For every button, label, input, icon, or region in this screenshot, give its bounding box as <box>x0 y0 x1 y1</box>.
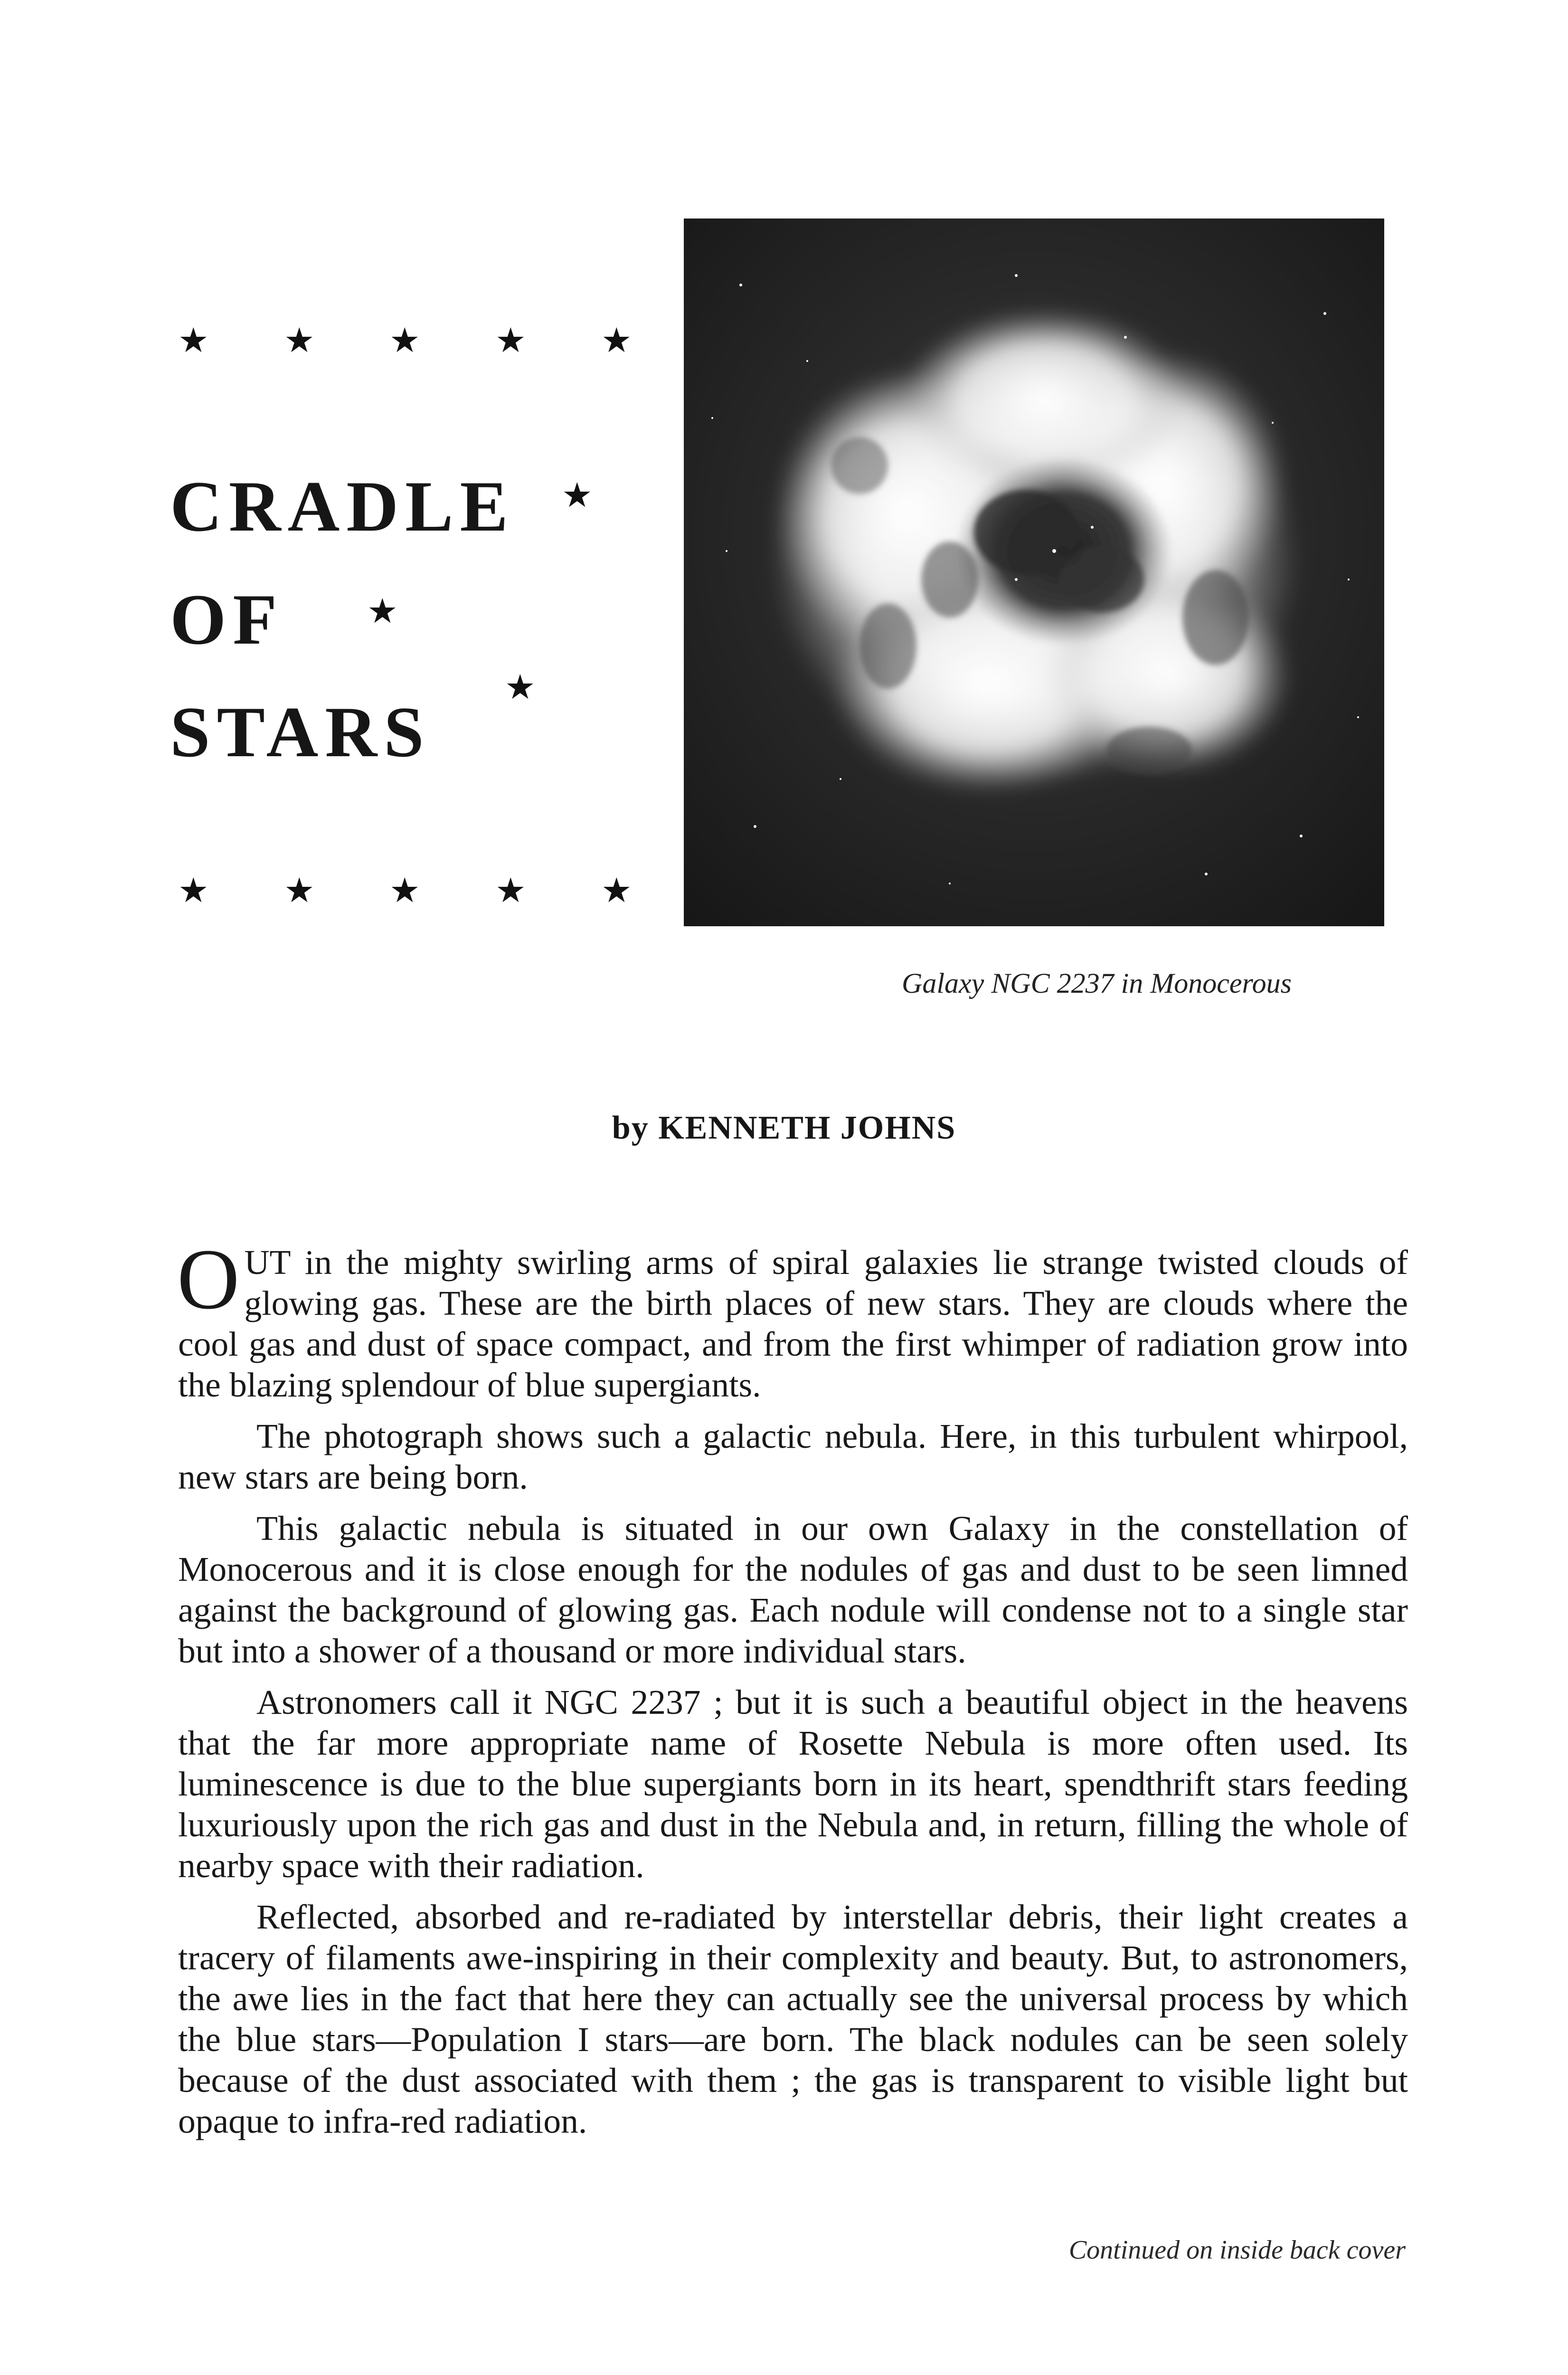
star-row-top-4: ★ <box>495 320 526 360</box>
continued-note: Continued on inside back cover <box>1068 2235 1406 2265</box>
star-title-3: ★ <box>505 667 536 707</box>
star-row-top-1: ★ <box>178 320 209 360</box>
star-row-bottom-3: ★ <box>389 870 420 910</box>
byline: by KENNETH JOHNS <box>612 1110 956 1146</box>
star-row-bottom-1: ★ <box>178 870 209 910</box>
article-paragraph-1-text: UT in the mighty swirling arms of spiral galaxies lie strange twisted clouds of glowing gas. These are the birth places of new stars. They are clouds where the cool gas and dust of space compact, and from the first whimper of radiation grow into the blazing splendour of blue supergiants. <box>178 1243 1408 1404</box>
article-paragraph-1 <box>177 1232 1408 1406</box>
title-line-cradle: CRADLE <box>170 466 515 546</box>
photo-caption: Galaxy NGC 2237 in Monocerous <box>901 968 1292 999</box>
title-line-stars: STARS <box>170 692 431 772</box>
article-paragraph-3: This galactic nebula is situated in our own Galaxy in the constellation of Monocerous and it is close enough for the nodules of gas and dust to be seen limned against the background of glowing gas. Each nodule will condense not to a single star but into a shower of a thousand or more individual stars. <box>178 1509 1408 1670</box>
drop-cap: O <box>177 1232 240 1327</box>
star-row-top-5: ★ <box>601 320 632 360</box>
star-row-bottom-2: ★ <box>284 870 315 910</box>
article-body <box>177 1232 1408 2152</box>
star-row-bottom-5: ★ <box>601 870 632 910</box>
star-title-1: ★ <box>562 475 593 515</box>
title-line-of: OF <box>170 580 284 659</box>
article-paragraph-4: Astronomers call it NGC 2237 ; but it is such a beautiful object in the heavens that the far more appropriate name of Rosette Nebula is more often used. Its luminescence is due to the blue supergiants born in its heart, spendthrift stars feeding luxuriously upon the rich gas and dust in the Nebula and, in return, filling the whole of nearby space with their radiation. <box>178 1683 1408 1885</box>
nebula-image <box>684 218 1384 926</box>
star-title-2: ★ <box>367 591 398 631</box>
star-row-bottom-4: ★ <box>495 870 526 910</box>
star-row-top-2: ★ <box>284 320 315 360</box>
nebula-photo <box>684 218 1384 926</box>
article-paragraph-5: Reflected, absorbed and re-radiated by interstellar debris, their light creates a tracery of filaments awe-inspiring in their complexity and beauty. But, to astronomers, the awe lies in the fact that here they can actually see the universal process by which the blue stars—Population I stars—are born. The black nodules can be seen solely because of the dust associated with them ; the gas is transparent to visible light but opaque to infra-red radiation. <box>178 1898 1408 2140</box>
star-row-top-3: ★ <box>389 320 420 360</box>
article-paragraph-2: The photograph shows such a galactic nebula. Here, in this turbulent whirpool, new stars are being born. <box>178 1417 1408 1496</box>
